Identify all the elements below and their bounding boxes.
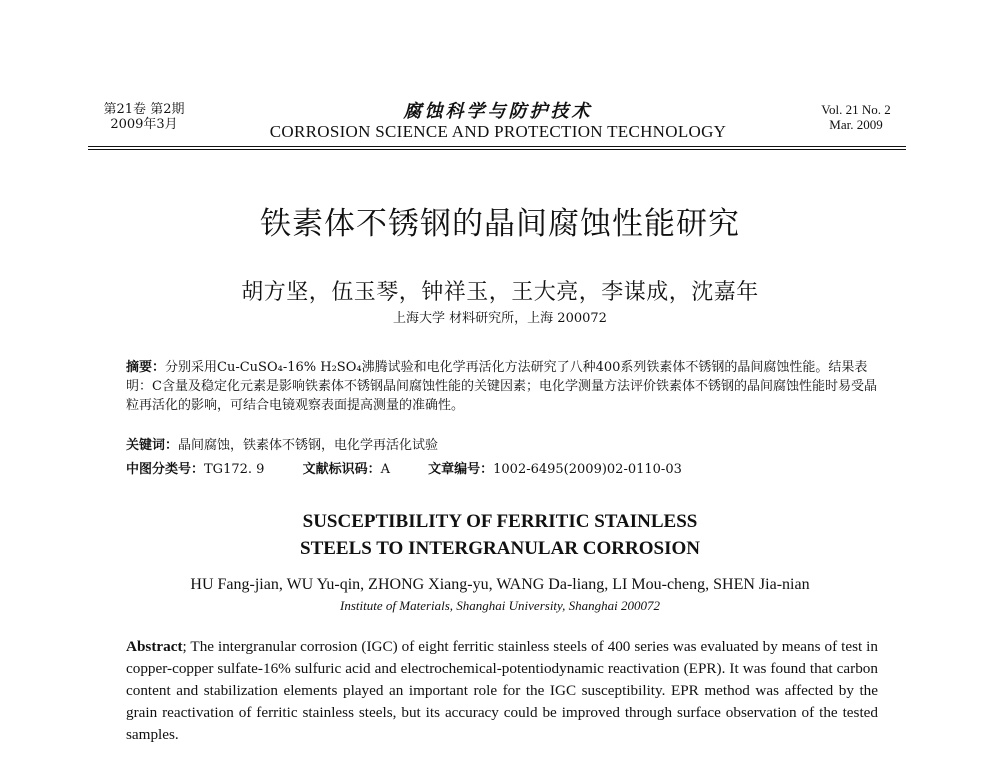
abstract-en-text: ; The intergranular corrosion (IGC) of eight ferritic stainless steels of 400 series was evaluated by means of test in copper-copper sulfate-16% sulfuric acid and electrochemical-potentiodynamic reactivation (EPR). It was found that carbon content and stabilization elements played an important role for the IGC susceptibility. EPR method was affected by the grain reactivation of ferritic stainless steels, but its accuracy could be improved through surface observation of the tested samples. [126,638,878,743]
abstract-en [126,636,878,746]
header-rule-bottom [88,149,906,150]
keywords-cn-label: 关键词： [126,438,179,453]
keywords-cn [126,436,878,455]
date-en: Mar. 2009 [829,117,883,132]
clc-number [126,462,264,477]
article-number [428,462,682,477]
clc-value: TG172. 9 [204,462,265,477]
authors-en: HU Fang-jian, WU Yu-qin, ZHONG Xiang-yu, WANG Da-liang, LI Mou-cheng, SHEN Jia-nian [190,576,810,593]
abstract-cn-text: 分别采用Cu-CuSO₄-16% H₂SO₄沸腾试验和电化学再活化方法研究了八种400系列铁素体不锈钢的晶间腐蚀性能。结果表明：C含量及稳定化元素是影响铁素体不锈钢晶间腐蚀性能的关键因素；电化学测量方法评价铁素体不锈钢的晶间腐蚀性能时易受晶粒再活化的影响，可结合电镜观察表面提高测量的准确性。 [126,360,877,413]
header-right [806,102,906,132]
keywords-cn-text: 晶间腐蚀，铁素体不锈钢，电化学再活化试验 [178,438,439,453]
title-en-line2: STEELS TO INTERGRANULAR CORROSION [300,538,700,559]
abstract-cn [126,358,878,415]
clc-label: 中图分类号： [126,462,205,477]
abstract-en-label: Abstract [126,638,183,655]
date-cn: 2009年3月 [110,117,178,132]
header-rule-top [88,146,906,147]
article-no-label: 文章编号： [428,462,494,477]
abstract-cn-label: 摘要： [126,360,166,375]
affiliation-en: Institute of Materials, Shanghai University, Shanghai 200072 [340,598,660,613]
title-en-line1: SUSCEPTIBILITY OF FERRITIC STAINLESS [302,511,698,532]
paper-title-en [0,508,1000,562]
doc-code-label: 文献标识码： [302,462,381,477]
journal-name-en: CORROSION SCIENCE AND PROTECTION TECHNOLOGY [269,122,727,141]
journal-name-cn: 腐蚀科学与防护技术 [403,101,593,122]
header-left [88,102,200,132]
volume-issue-cn: 第21卷 第2期 [103,102,185,117]
doc-code-value: A [380,462,390,477]
document-code [303,462,390,477]
paper-title-cn: 铁素体不锈钢的晶间腐蚀性能研究 [260,206,740,242]
header-center [238,102,758,142]
article-no-value: 1002-6495(2009)02-0110-03 [493,462,682,477]
journal-header [88,102,906,146]
authors-cn: 胡方坚，伍玉琴，钟祥玉，王大亮，李谋成，沈嘉年 [241,280,759,305]
volume-issue-en: Vol. 21 No. 2 [821,102,891,117]
classification-line [126,460,878,479]
affiliation-cn: 上海大学 材料研究所，上海 200072 [393,311,607,326]
